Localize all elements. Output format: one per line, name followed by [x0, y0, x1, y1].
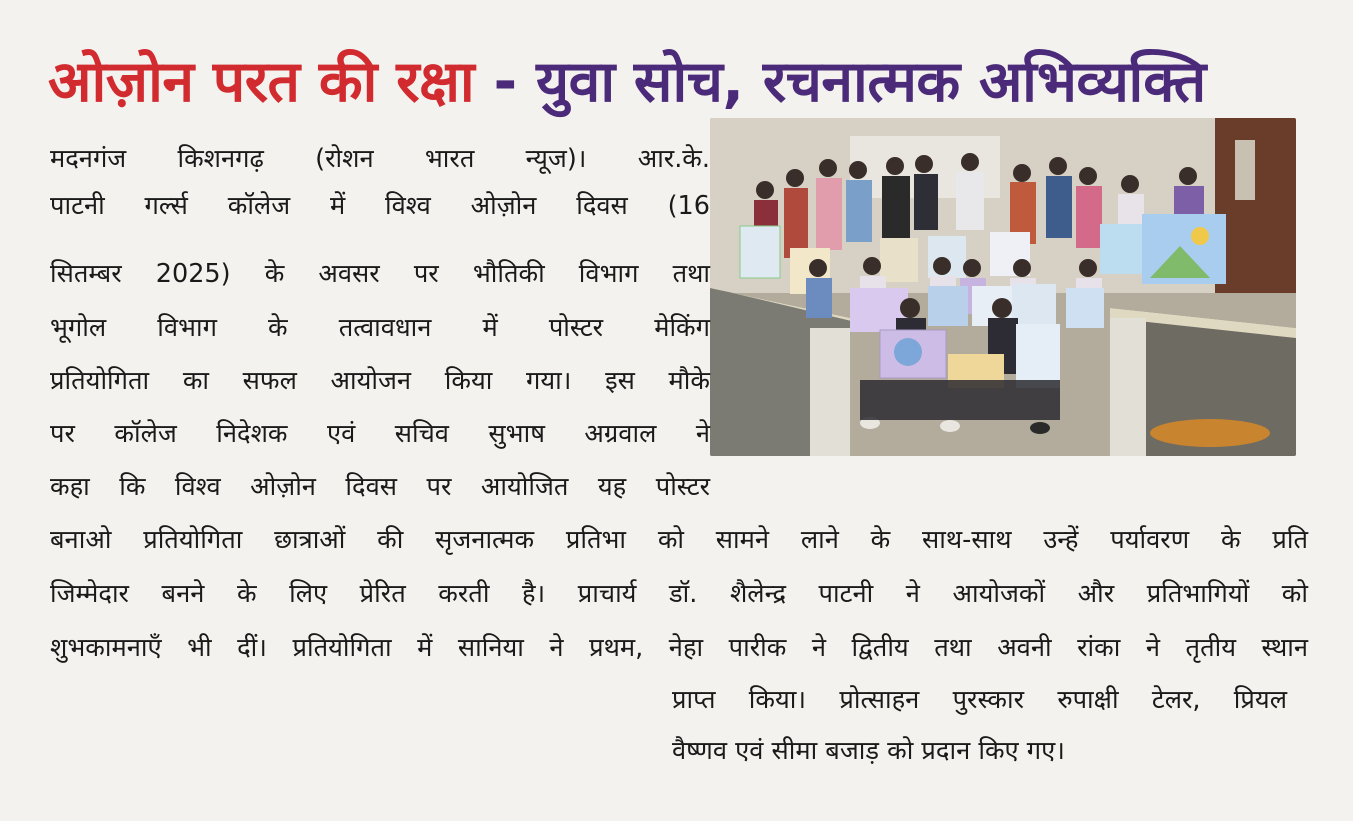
article-photo [710, 118, 1296, 456]
article-line-6: पर कॉलेज निदेशक एवं सचिव सुभाष अग्रवाल ने [50, 419, 710, 449]
headline-part1: ओज़ोन परत की रक्षा [48, 49, 475, 115]
headline-separator: - [474, 49, 537, 115]
article-line-9: जिम्मेदार बनने के लिए प्रेरित करती है। प्राचार्य डॉ. शैलेन्द्र पाटनी ने आयोजकों और प्रतिभागियों को [50, 579, 1308, 609]
headline [48, 32, 1298, 132]
article-line-11: प्राप्त किया। प्रोत्साहन पुरस्कार रुपाक्षी टेलर, प्रियल [672, 685, 1287, 715]
article-line-12: वैष्णव एवं सीमा बजाड़ को प्रदान किए गए। [672, 736, 1065, 766]
article-line-3: सितम्बर 2025) के अवसर पर भौतिकी विभाग तथा [50, 259, 710, 289]
group-photo-illustration [710, 118, 1296, 456]
article-line-1: मदनगंज किशनगढ़ (रोशन भारत न्यूज)। आर.के. [50, 144, 710, 174]
article-line-8: बनाओ प्रतियोगिता छात्राओं की सृजनात्मक प्रतिभा को सामने लाने के साथ-साथ उन्हें पर्यावरण के प्रति [50, 525, 1308, 555]
article-line-7: कहा कि विश्व ओज़ोन दिवस पर आयोजित यह पोस्टर [50, 472, 710, 502]
headline-part2: युवा सोच, रचनात्मक अभिव्यक्ति [536, 49, 1206, 115]
article-line-2: पाटनी गर्ल्स कॉलेज में विश्व ओज़ोन दिवस (16 [50, 191, 710, 221]
article-line-10: शुभकामनाएँ भी दीं। प्रतियोगिता में सानिया ने प्रथम, नेहा पारीक ने द्वितीय तथा अवनी रांका ने तृतीय स्थान [50, 633, 1308, 663]
article-line-5: प्रतियोगिता का सफल आयोजन किया गया। इस मौके [50, 366, 710, 396]
article-line-4: भूगोल विभाग के तत्वावधान में पोस्टर मेकिंग [50, 313, 710, 343]
